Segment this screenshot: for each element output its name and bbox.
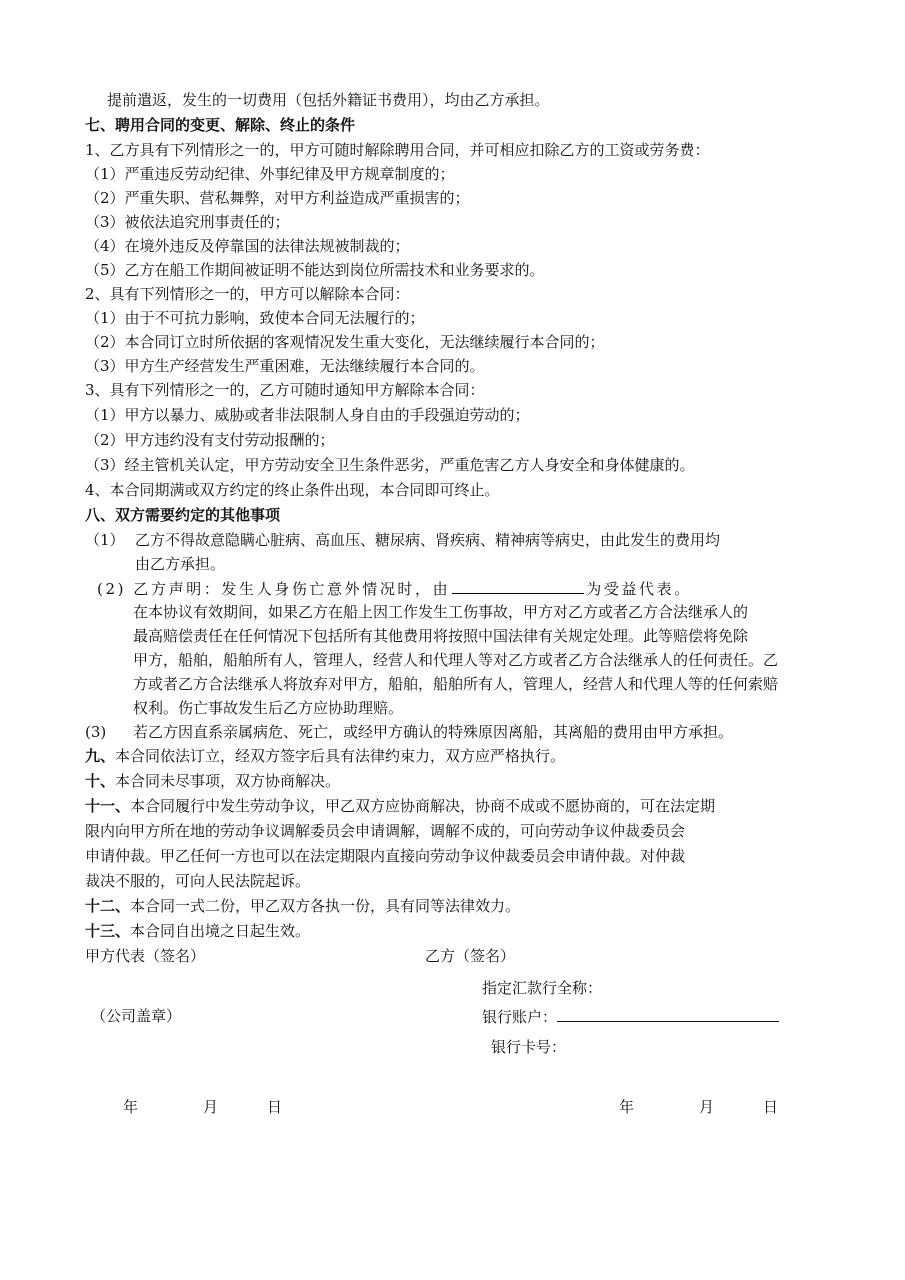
section-9 [85, 746, 565, 766]
section-11 [85, 796, 715, 816]
bank-account-label: 银行账户： [482, 1008, 558, 1026]
section-11-number: 十一、 [85, 797, 131, 815]
section-11-text: 申请仲裁。甲乙任何一方也可以在法定期限内直接向劳动争议仲裁委员会申请仲裁。对仲裁 [85, 847, 686, 865]
party-a-signature-label: 甲方代表（签名） [85, 947, 206, 965]
clause-7-3: 3、具有下列情形之一的，乙方可随时通知甲方解除本合同： [85, 381, 485, 399]
clause-7-1-item: （3）被依法追究刑事责任的； [85, 213, 290, 231]
item-8-1-text: 由乙方承担。 [135, 555, 226, 573]
section-8-heading: 八、双方需要约定的其他事项 [85, 506, 281, 524]
item-8-3-text: 若乙方因直系亲属病危、死亡，或经甲方确认的特殊原因离船，其离船的费用由甲方承担。 [133, 723, 734, 741]
clause-7-3-item: （3）经主管机关认定，甲方劳动安全卫生条件恶劣，严重危害乙方人身安全和身体健康的。 [85, 456, 695, 474]
item-8-2-text: 最高赔偿责任在任何情况下包括所有其他费用将按照中国法律有关规定处理。此等赔偿将免除 [133, 627, 749, 645]
clause-7-2-item: （3）甲方生产经营发生严重困难，无法继续履行本合同的。 [85, 357, 485, 375]
clause-7-1-item: （1）严重违反劳动纪律、外事纪律及甲方规章制度的； [85, 165, 455, 183]
continuation-line: 提前遣返，发生的一切费用（包括外籍证书费用），均由乙方承担。 [107, 91, 550, 109]
clause-7-3-item: （1）甲方以暴力、威胁或者非法限制人身自由的手段强迫劳动的； [85, 406, 530, 424]
bank-account-field [482, 1006, 779, 1027]
section-13-text: 本合同自出境之日起生效。 [130, 922, 311, 940]
item-8-2-text: 方或者乙方合法继承人将放弃对甲方，船舶，船舶所有人，管理人，经营人和代理人等的任何索赔 [133, 675, 779, 693]
section-9-number: 九、 [85, 747, 116, 765]
section-9-text: 本合同依法订立，经双方签字后具有法律约束力，双方应严格执行。 [115, 747, 566, 765]
item-8-2-prefix: (2) 乙方声明：发生人身伤亡意外情况时，由 [97, 580, 451, 598]
clause-7-3-item: （2）甲方违约没有支付劳动报酬的； [85, 431, 335, 449]
clause-7-1-item: （5）乙方在船工作期间被证明不能达到岗位所需技术和业务要求的。 [85, 261, 545, 279]
date-month-left: 月 [203, 1098, 219, 1116]
item-8-1-number: （1） [85, 531, 125, 549]
section-11-text: 裁决不服的，可向人民法院起诉。 [85, 872, 311, 890]
company-seal-label: （公司盖章） [91, 1007, 182, 1025]
item-8-2-text: 甲方，船舶，船舶所有人，管理人，经营人和代理人等对乙方或者乙方合法继承人的任何责任。乙 [133, 651, 779, 669]
beneficiary-blank[interactable] [452, 578, 584, 594]
section-10 [85, 771, 340, 791]
item-8-2-suffix: 为受益代表。 [586, 580, 692, 598]
section-12-number: 十二、 [85, 897, 131, 915]
section-11-text: 本合同履行中发生劳动争议，甲乙双方应协商解决，协商不成或不愿协商的，可在法定期 [130, 797, 716, 815]
date-year-left: 年 [123, 1098, 139, 1116]
section-10-text: 本合同未尽事项，双方协商解决。 [115, 772, 341, 790]
party-b-signature-label: 乙方（签名） [425, 947, 516, 965]
section-7-heading: 七、聘用合同的变更、解除、终止的条件 [85, 116, 356, 134]
clause-7-1-item: （2）严重失职、营私舞弊，对甲方利益造成严重损害的； [85, 189, 470, 207]
section-12-text: 本合同一式二份，甲乙双方各执一份，具有同等法律效力。 [130, 897, 521, 915]
item-8-2-statement [97, 578, 692, 599]
item-8-2-text: 权利。伤亡事故发生后乙方应协助理赔。 [133, 699, 404, 717]
section-12 [85, 896, 520, 916]
clause-7-4: 4、本合同期满或双方约定的终止条件出现，本合同即可终止。 [85, 481, 500, 499]
section-13 [85, 921, 310, 941]
section-13-number: 十三、 [85, 922, 131, 940]
bank-card-label: 银行卡号： [491, 1038, 567, 1056]
item-8-3-number: (3) [85, 723, 107, 741]
bank-name-label: 指定汇款行全称： [482, 979, 603, 997]
clause-7-2: 2、具有下列情形之一的，甲方可以解除本合同： [85, 285, 410, 303]
section-10-number: 十、 [85, 772, 116, 790]
date-year-right: 年 [619, 1098, 635, 1116]
clause-7-1: 1、乙方具有下列情形之一的，甲方可随时解除聘用合同，并可相应扣除乙方的工资或劳务费： [85, 141, 710, 159]
clause-7-2-item: （2）本合同订立时所依据的客观情况发生重大变化，无法继续履行本合同的； [85, 333, 605, 351]
clause-7-1-item: （4）在境外违反及停靠国的法律法规被制裁的； [85, 237, 410, 255]
date-day-right: 日 [763, 1098, 779, 1116]
clause-7-2-item: （1）由于不可抗力影响，致使本合同无法履行的； [85, 309, 425, 327]
date-month-right: 月 [699, 1098, 715, 1116]
bank-account-blank[interactable] [557, 1006, 779, 1022]
date-day-left: 日 [267, 1098, 283, 1116]
section-11-text: 限内向甲方所在地的劳动争议调解委员会申请调解，调解不成的，可向劳动争议仲裁委员会 [85, 822, 686, 840]
item-8-1-text: 乙方不得故意隐瞒心脏病、高血压、糖尿病、肾疾病、精神病等病史，由此发生的费用均 [135, 531, 721, 549]
item-8-2-text: 在本协议有效期间，如果乙方在船上因工作发生工伤事故，甲方对乙方或者乙方合法继承人的 [133, 603, 749, 621]
